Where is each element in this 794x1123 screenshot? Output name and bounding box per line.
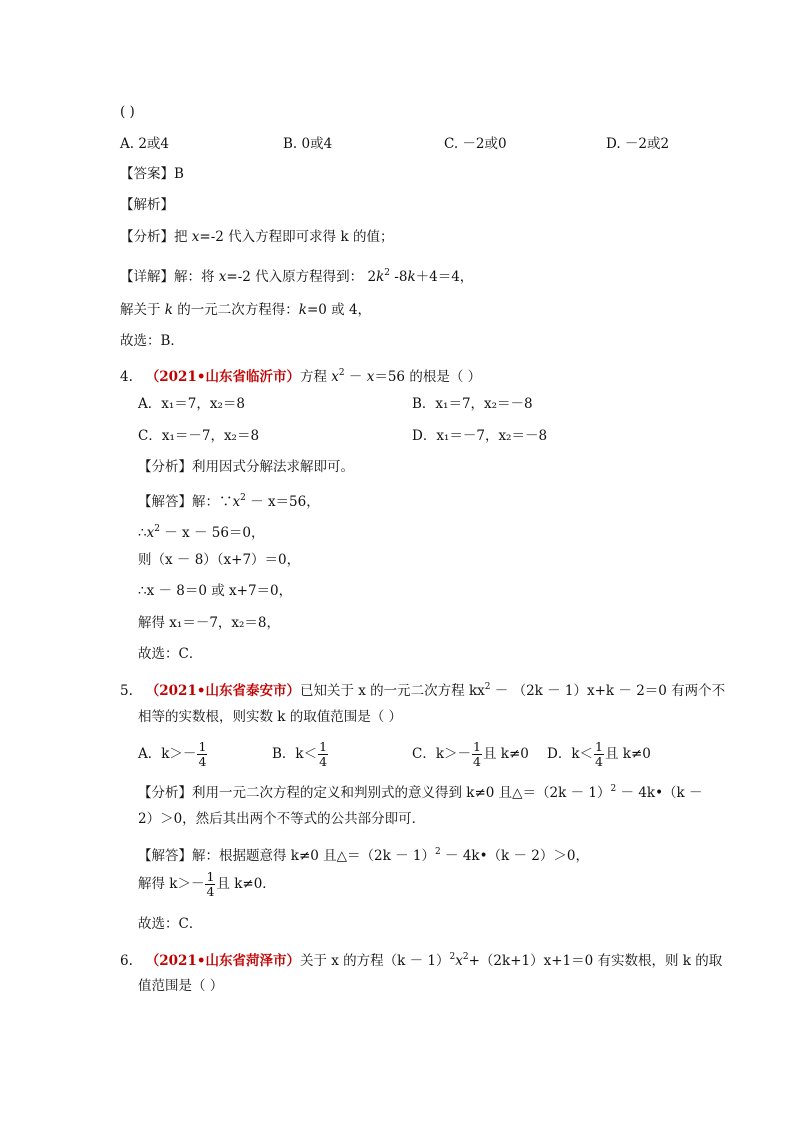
fraction: $\frac{1}{4}$ [198, 739, 207, 769]
question-5-stem-line2: 相等的实数根，则实数 k 的取值范围是（ ） [138, 709, 403, 725]
q5-option-a: A．k＞－ $\frac{1}{4}$ [138, 739, 207, 769]
q4-jieda-line4: ∴x － 8＝0 或 x+7＝0， [138, 583, 293, 599]
q5-solve-line: 解得 k＞－ $\frac{1}{4}$ 且 k≠0． [138, 869, 276, 899]
question-6-stem: 6. （2021•山东省菏泽市）关于 x 的方程$(k - 1)^2x^2+(2k+1)x+1=0$ 有实数根，则 k 的取 [120, 952, 723, 969]
answer-line: 【答案】B [120, 166, 184, 182]
fenxi-line: 【分析】把 x=-2 代入方程即可求得 k 的值； [120, 229, 394, 245]
question-6-stem-line2: 值范围是（ ） [138, 978, 224, 994]
q5-option-d: D．k＜ $\frac{1}{4}$ 且 k≠0 [547, 739, 651, 769]
option-a: A. 2或4 [120, 136, 170, 152]
detail-line: 【详解】解：将 x=-2 代入原方程得到： $2k^2$ -8k＋4＝4， [120, 268, 474, 285]
q5-jieda-line1: 【解答】解：根据题意得 k≠0 且△＝（2k － 1）$^2$ － 4k•（k － 2）＞0， [138, 847, 589, 864]
fraction: $\frac{1}{4}$ [473, 739, 481, 769]
q4-option-d: D．x₁＝－7，x₂＝－8 [412, 428, 548, 444]
jieda-label: 【解答】 [138, 848, 192, 864]
q4-option-c: C．x₁＝－7，x₂＝8 [138, 428, 260, 444]
fraction: $\frac{1}{4}$ [595, 739, 603, 769]
q5-option-b: B．k＜ $\frac{1}{4}$ [272, 739, 328, 769]
source-tag: （2021•山东省泰安市） [145, 683, 300, 699]
option-d: D. －2或2 [606, 136, 670, 152]
q5-choose: 故选：C． [138, 916, 203, 932]
fenxi-label: 【分析】 [138, 785, 192, 801]
question-number: 4. [120, 369, 133, 385]
q4-jieda-line5: 解得 x₁＝－7，x₂＝8， [138, 615, 281, 631]
q4-jieda-line2: $\therefore x^2 - x - 56=0$， [138, 524, 265, 541]
answer-bracket: ( ) [120, 104, 135, 120]
fraction: $\frac{1}{4}$ [206, 869, 215, 899]
q5-fenxi-line1: 【分析】利用一元二次方程的定义和判别式的意义得到 k≠0 且△＝（2k － 1）$^2$ － 4k•（k － [138, 784, 703, 801]
analysis-heading: 【解析】 [120, 197, 174, 213]
q4-option-b: B．x₁＝7，x₂＝－8 [412, 396, 533, 412]
question-4-stem: 4. （2021•山东省临沂市）方程 $x^2 - x=56$ 的根是（ ） [120, 368, 482, 385]
q4-fenxi: 【分析】利用因式分解法求解即可。 [138, 459, 354, 475]
fenxi-label: 【分析】 [120, 229, 174, 245]
detail-label: 【详解】 [120, 269, 174, 285]
solve-line: 解关于 k 的一元二次方程得：k=0 或 4， [120, 302, 372, 318]
question-number: 5. [120, 683, 133, 699]
question-5-stem: 5. （2021•山东省泰安市）已知关于 x 的一元二次方程 $kx^2 - (2k - 1)x+k - 2=0$ 有两个不 [120, 682, 726, 699]
q5-fenxi-line2: 2）＞0，然后其出两个不等式的公共部分即可． [138, 811, 426, 827]
q4-choose: 故选：C． [138, 646, 203, 662]
option-b: B. 0或4 [283, 136, 333, 152]
jieda-label: 【解答】 [138, 494, 192, 510]
q5-option-c: C．k＞－ $\frac{1}{4}$ 且 k≠0 [412, 739, 529, 769]
choose-line: 故选：B． [120, 333, 184, 349]
source-tag: （2021•山东省临沂市） [145, 369, 300, 385]
q4-jieda-line1: 【解答】解：$\because x^2 - x=56$， [138, 493, 320, 510]
question-number: 6. [120, 953, 133, 969]
fraction: $\frac{1}{4}$ [319, 739, 328, 769]
source-tag: （2021•山东省菏泽市） [145, 953, 300, 969]
q4-option-a: A．x₁＝7，x₂＝8 [138, 396, 245, 412]
option-c: C. －2或0 [444, 136, 507, 152]
q4-jieda-line3: 则（x － 8）（x+7）＝0， [138, 552, 301, 568]
